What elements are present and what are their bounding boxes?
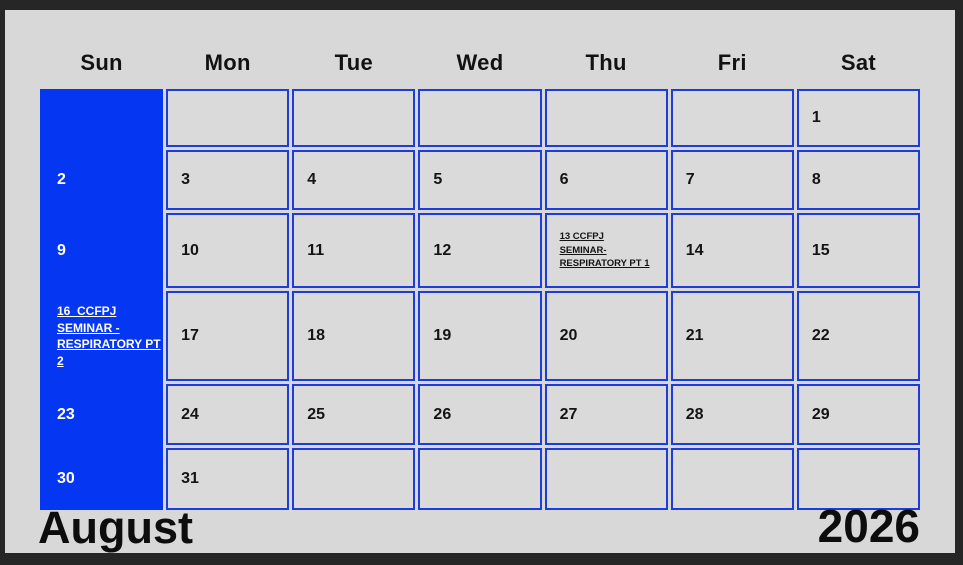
day-cell-29 xyxy=(797,384,920,445)
day-cell-28 xyxy=(671,384,794,445)
day-cell-14 xyxy=(671,213,794,288)
day-number: 24 xyxy=(181,405,199,423)
calendar-sheet xyxy=(5,10,955,553)
day-number: 20 xyxy=(559,327,578,344)
weekday-label-tue: Tue xyxy=(334,50,374,75)
day-cell-2 xyxy=(40,150,163,210)
day-number: 19 xyxy=(433,327,452,344)
day-cell-8 xyxy=(797,150,920,210)
weekday-label-wed: Wed xyxy=(456,50,504,75)
day-cell-aug16 xyxy=(40,291,163,381)
event-link-aug13[interactable] xyxy=(560,230,650,271)
weekday-label-fri: Fri xyxy=(717,50,747,75)
event-line: 13 CCFPJ xyxy=(559,231,604,243)
day-cell-27 xyxy=(545,384,668,445)
day-number: 22 xyxy=(811,327,830,344)
day-cell-30 xyxy=(40,448,163,510)
weekday-header-row xyxy=(40,50,920,76)
day-number: 26 xyxy=(433,405,452,423)
day-cell-25 xyxy=(292,384,415,445)
weekday-label-sat: Sat xyxy=(840,50,876,75)
day-cell-9 xyxy=(40,213,163,288)
day-number: 8 xyxy=(811,171,821,188)
day-number: 15 xyxy=(811,241,830,259)
day-number: 23 xyxy=(57,405,75,423)
day-number: 9 xyxy=(57,241,66,259)
event-line: RESPIRATORY PT xyxy=(57,337,161,351)
day-cell-4 xyxy=(292,150,415,210)
day-number: 4 xyxy=(307,171,317,188)
day-cell-12 xyxy=(418,213,541,288)
day-number: 12 xyxy=(433,241,452,259)
event-line: RESPIRATORY PT 1 xyxy=(559,258,650,270)
day-number: 7 xyxy=(685,171,695,188)
event-line: SEMINAR - xyxy=(57,320,120,335)
day-number: 31 xyxy=(181,470,199,487)
weekday-label-mon: Mon xyxy=(204,50,251,75)
day-cell-18 xyxy=(292,291,415,381)
day-cell-21 xyxy=(671,291,794,381)
day-number: 11 xyxy=(307,241,325,259)
event-link-aug16[interactable] xyxy=(57,303,161,369)
day-cell xyxy=(545,89,668,147)
day-cell-31 xyxy=(166,448,289,510)
weekday-label-sun: Sun xyxy=(80,50,123,75)
day-cell-23 xyxy=(40,384,163,445)
day-cell xyxy=(166,89,289,147)
day-cell-24 xyxy=(166,384,289,445)
day-cell xyxy=(292,89,415,147)
day-cell xyxy=(292,448,415,510)
day-number: 6 xyxy=(559,171,569,188)
day-number: 3 xyxy=(181,171,191,188)
day-number: 17 xyxy=(181,327,199,344)
day-cell-grid xyxy=(40,89,920,510)
day-cell-11 xyxy=(292,213,415,288)
day-cell xyxy=(418,448,541,510)
day-cell-6 xyxy=(545,150,668,210)
day-number: 1 xyxy=(811,109,821,126)
day-cell xyxy=(671,89,794,147)
event-line: SEMINAR- xyxy=(559,244,607,256)
day-cell-3 xyxy=(166,150,289,210)
day-number: 14 xyxy=(685,241,704,259)
day-cell-1 xyxy=(797,89,920,147)
month-title: August xyxy=(38,502,193,553)
event-line: 16 CCFPJ xyxy=(57,304,117,318)
day-cell xyxy=(40,89,163,147)
day-cell-15 xyxy=(797,213,920,288)
day-cell-7 xyxy=(671,150,794,210)
day-number: 30 xyxy=(57,470,75,487)
day-number: 2 xyxy=(57,171,66,188)
day-cell xyxy=(545,448,668,510)
day-cell-19 xyxy=(418,291,541,381)
day-cell-22 xyxy=(797,291,920,381)
day-cell xyxy=(418,89,541,147)
day-number: 21 xyxy=(685,327,704,344)
day-cell-20 xyxy=(545,291,668,381)
day-number: 28 xyxy=(685,405,704,423)
day-number: 18 xyxy=(307,327,326,344)
day-cell-26 xyxy=(418,384,541,445)
day-number: 10 xyxy=(181,241,199,259)
day-number: 25 xyxy=(307,405,326,423)
day-cell xyxy=(671,448,794,510)
day-number: 27 xyxy=(559,405,578,423)
day-cell-5 xyxy=(418,150,541,210)
day-cell-17 xyxy=(166,291,289,381)
calendar-grid xyxy=(40,89,920,510)
day-number: 5 xyxy=(433,171,443,188)
year-title: 2026 xyxy=(817,500,920,552)
weekday-label-thu: Thu xyxy=(585,50,627,75)
day-number: 29 xyxy=(811,405,830,423)
day-cell-aug13 xyxy=(545,213,668,288)
day-cell-10 xyxy=(166,213,289,288)
event-line: 2 xyxy=(57,353,64,368)
